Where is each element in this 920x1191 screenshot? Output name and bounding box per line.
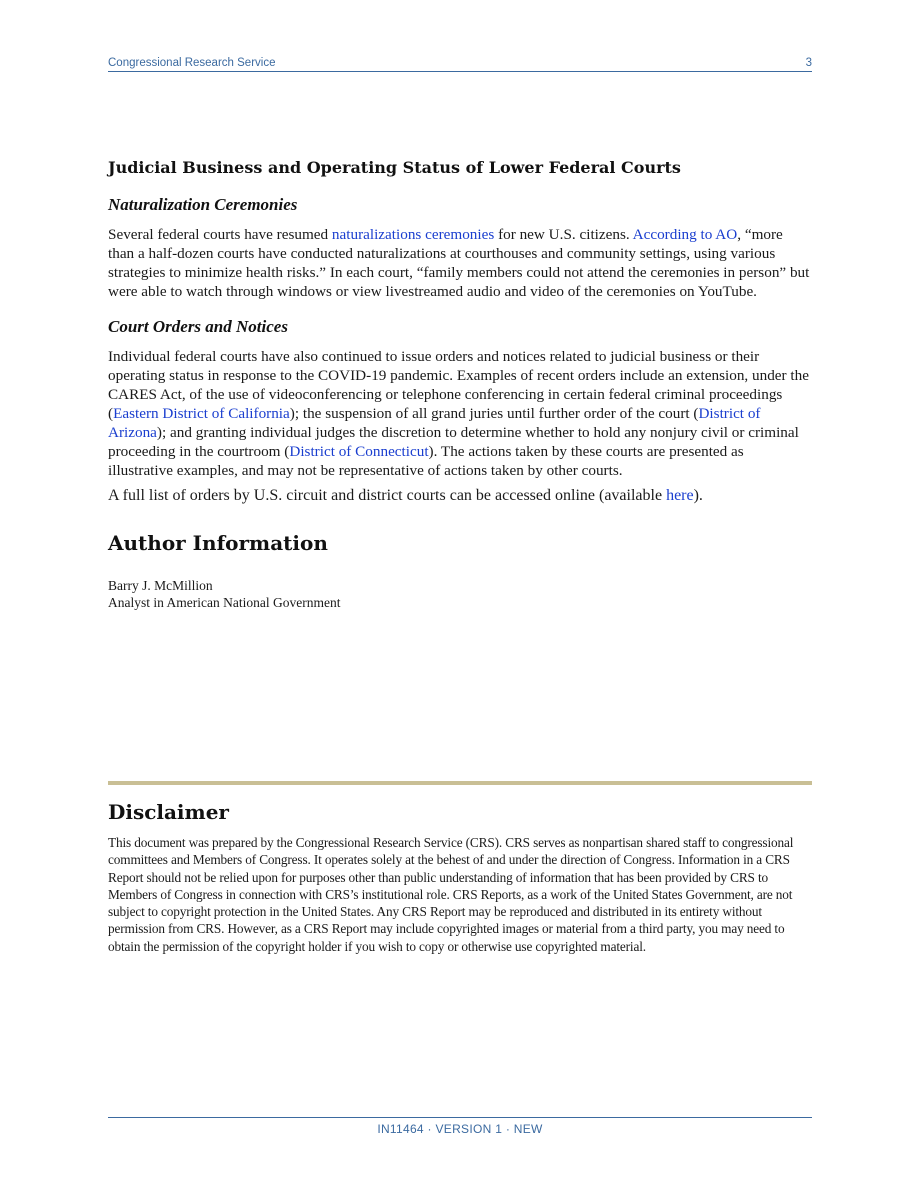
district-of-arizona-link[interactable]: District of Arizona <box>108 405 761 441</box>
disclaimer-text: This document was prepared by the Congressional Research Service (CRS). CRS serves as nonpartisan shared staff to congressional committees and Members of Congress. It operates solely at the behest of and under the direction of Congress. Information in a CRS Report should not be relied upon for purposes other than public understanding of information that has been provided by CRS to Members of Congress in connection with CRS’s institutional role. CRS Reports, as a work of the United States Government, are not subject to copyright protection in the United States. Any CRS Report may be reproduced and distributed in its entirety without permission from CRS. However, as a CRS Report may include copyrighted images or material from a third party, you may need to obtain the permission of the copyright holder if you wish to copy or otherwise use copyrighted material. <box>108 835 794 954</box>
court-orders-paragraph <box>108 347 812 480</box>
text-run: ). <box>693 487 703 504</box>
text-run: for new U.S. citizens. <box>494 226 633 243</box>
here-link[interactable]: here <box>666 487 694 504</box>
text-run: A full list of orders by U.S. circuit and district courts can be accessed online (available <box>108 487 667 504</box>
naturalization-paragraph <box>108 225 812 301</box>
footer-divider <box>108 1117 812 1118</box>
according-to-ao-link[interactable]: According to AO <box>632 226 738 243</box>
text-run: Individual federal courts have also continued to issue orders and notices related to judicial business or their operating status in response to the COVID-19 pandemic. Examples of recent orders include an extension, under the CARES Act, of the use of videoconferencing or telephone conferencing in certain federal criminal proceedings ( <box>108 348 809 422</box>
text-run: Several federal courts have resumed <box>108 226 332 243</box>
text-run: ); and granting individual judges the discretion to determine whether to hold any nonjury civil or criminal proceeding in the courtroom ( <box>108 424 799 460</box>
district-of-connecticut-link[interactable]: District of Connecticut <box>289 443 429 460</box>
footer-report-id: IN11464 · VERSION 1 · NEW <box>377 1122 543 1136</box>
court-orders-heading: Court Orders and Notices <box>108 317 288 336</box>
header-org-name: Congressional Research Service <box>108 57 276 69</box>
author-name: Barry J. McMillion <box>108 578 213 593</box>
naturalizations-ceremonies-link[interactable]: naturalizations ceremonies <box>331 226 495 243</box>
author-title: Analyst in American National Government <box>108 595 341 610</box>
eastern-district-california-link[interactable]: Eastern District of California <box>113 405 290 422</box>
author-information-heading: Author Information <box>108 531 328 555</box>
text-run: ); the suspension of all grand juries until further order of the court ( <box>289 405 699 422</box>
text-run: , “more than a half-dozen courts have conducted naturalizations at courthouses and community settings, using various strategies to minimize health risks.” In each court, “family members could not attend the ceremonies in person” but were able to watch through windows or view livestreamed audio and video of the ceremonies on YouTube. <box>108 226 810 300</box>
disclaimer-divider <box>108 781 812 785</box>
section-title: Judicial Business and Operating Status of Lower Federal Courts <box>108 158 681 177</box>
running-header <box>108 57 812 72</box>
header-page-number: 3 <box>805 57 812 69</box>
disclaimer-heading: Disclaimer <box>108 800 229 824</box>
disclaimer-section <box>108 800 812 955</box>
naturalization-heading: Naturalization Ceremonies <box>108 195 298 214</box>
main-content <box>108 158 812 611</box>
text-run: ). The actions taken by these courts are presented as illustrative examples, and may not be representative of actions taken by other courts. <box>108 443 744 479</box>
full-list-paragraph <box>108 486 812 505</box>
